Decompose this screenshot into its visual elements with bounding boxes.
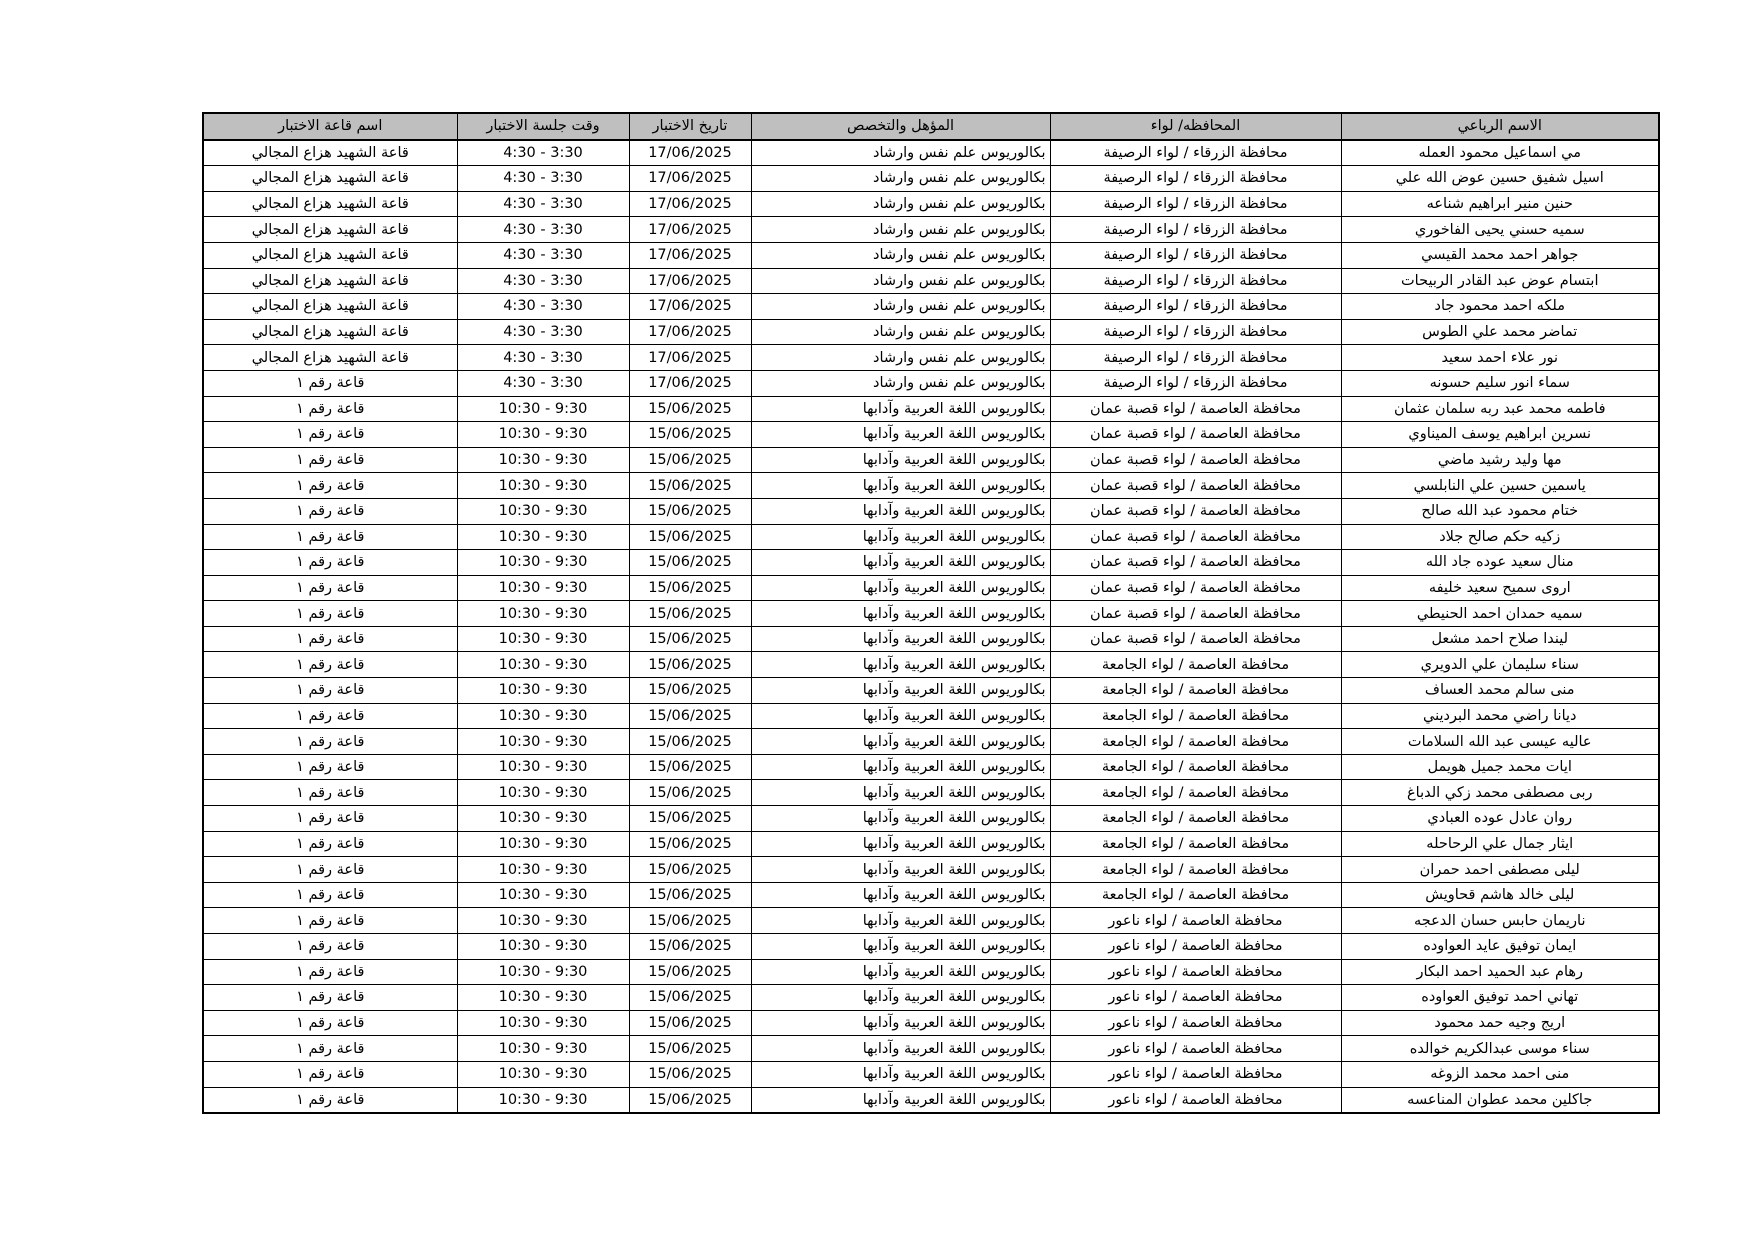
cell-qualification: بكالوريوس اللغة العربية وآدابها <box>751 882 1050 908</box>
cell-hall: قاعة رقم ١ <box>203 447 457 473</box>
cell-name: تهاني احمد توفيق العواوده <box>1341 985 1659 1011</box>
cell-qualification: بكالوريوس اللغة العربية وآدابها <box>751 729 1050 755</box>
cell-name: منال سعيد عوده جاد الله <box>1341 550 1659 576</box>
cell-time: 3:30 - 4:30 <box>457 319 629 345</box>
cell-governorate: محافظة العاصمة / لواء ناعور <box>1050 959 1341 985</box>
cell-qualification: بكالوريوس اللغة العربية وآدابها <box>751 1010 1050 1036</box>
cell-name: نور علاء احمد سعيد <box>1341 345 1659 371</box>
cell-governorate: محافظة العاصمة / لواء ناعور <box>1050 985 1341 1011</box>
cell-name: جاكلين محمد عطوان المناعسه <box>1341 1087 1659 1113</box>
table-header <box>203 113 1659 140</box>
table-row <box>203 626 1659 652</box>
table-row <box>203 575 1659 601</box>
table-row <box>203 1036 1659 1062</box>
cell-governorate: محافظة الزرقاء / لواء الرصيفة <box>1050 217 1341 243</box>
cell-name: ابتسام عوض عبد القادر الربيحات <box>1341 268 1659 294</box>
cell-name: تماضر محمد علي الطوس <box>1341 319 1659 345</box>
cell-qualification: بكالوريوس اللغة العربية وآدابها <box>751 575 1050 601</box>
cell-hall: قاعة رقم ١ <box>203 729 457 755</box>
cell-date: 15/06/2025 <box>629 575 751 601</box>
cell-name: جواهر احمد محمد القيسي <box>1341 242 1659 268</box>
cell-hall: قاعة رقم ١ <box>203 1036 457 1062</box>
cell-date: 15/06/2025 <box>629 1087 751 1113</box>
cell-time: 3:30 - 4:30 <box>457 191 629 217</box>
table-row <box>203 831 1659 857</box>
cell-time: 9:30 - 10:30 <box>457 524 629 550</box>
cell-name: ملكه احمد محمود جاد <box>1341 294 1659 320</box>
cell-hall: قاعة رقم ١ <box>203 857 457 883</box>
table-row <box>203 934 1659 960</box>
cell-time: 9:30 - 10:30 <box>457 857 629 883</box>
cell-governorate: محافظة العاصمة / لواء قصبة عمان <box>1050 601 1341 627</box>
cell-name: مي اسماعيل محمود العمله <box>1341 140 1659 166</box>
table-row <box>203 242 1659 268</box>
cell-date: 15/06/2025 <box>629 1010 751 1036</box>
cell-governorate: محافظة العاصمة / لواء ناعور <box>1050 908 1341 934</box>
cell-qualification: بكالوريوس علم نفس وارشاد <box>751 294 1050 320</box>
cell-governorate: محافظة الزرقاء / لواء الرصيفة <box>1050 370 1341 396</box>
cell-qualification: بكالوريوس اللغة العربية وآدابها <box>751 934 1050 960</box>
cell-qualification: بكالوريوس اللغة العربية وآدابها <box>751 626 1050 652</box>
cell-name: مها وليد رشيد ماضي <box>1341 447 1659 473</box>
exam-schedule-table <box>202 112 1660 1114</box>
table-row <box>203 857 1659 883</box>
cell-hall: قاعة رقم ١ <box>203 550 457 576</box>
cell-governorate: محافظة العاصمة / لواء ناعور <box>1050 934 1341 960</box>
cell-hall: قاعة الشهيد هزاع المجالي <box>203 140 457 166</box>
cell-governorate: محافظة العاصمة / لواء قصبة عمان <box>1050 626 1341 652</box>
cell-qualification: بكالوريوس علم نفس وارشاد <box>751 345 1050 371</box>
cell-hall: قاعة رقم ١ <box>203 1010 457 1036</box>
cell-governorate: محافظة الزرقاء / لواء الرصيفة <box>1050 319 1341 345</box>
table-row <box>203 1087 1659 1113</box>
cell-hall: قاعة الشهيد هزاع المجالي <box>203 166 457 192</box>
cell-hall: قاعة رقم ١ <box>203 601 457 627</box>
cell-qualification: بكالوريوس اللغة العربية وآدابها <box>751 985 1050 1011</box>
cell-qualification: بكالوريوس اللغة العربية وآدابها <box>751 652 1050 678</box>
cell-governorate: محافظة العاصمة / لواء الجامعة <box>1050 806 1341 832</box>
cell-hall: قاعة رقم ١ <box>203 780 457 806</box>
cell-qualification: بكالوريوس اللغة العربية وآدابها <box>751 1087 1050 1113</box>
cell-time: 3:30 - 4:30 <box>457 345 629 371</box>
cell-governorate: محافظة الزرقاء / لواء الرصيفة <box>1050 345 1341 371</box>
cell-qualification: بكالوريوس اللغة العربية وآدابها <box>751 908 1050 934</box>
cell-date: 15/06/2025 <box>629 959 751 985</box>
cell-name: منى سالم محمد العساف <box>1341 678 1659 704</box>
table-row <box>203 370 1659 396</box>
cell-qualification: بكالوريوس اللغة العربية وآدابها <box>751 1061 1050 1087</box>
cell-qualification: بكالوريوس علم نفس وارشاد <box>751 268 1050 294</box>
cell-time: 3:30 - 4:30 <box>457 268 629 294</box>
cell-qualification: بكالوريوس اللغة العربية وآدابها <box>751 524 1050 550</box>
cell-date: 17/06/2025 <box>629 370 751 396</box>
header-row <box>203 113 1659 140</box>
cell-name: فاطمه محمد عبد ربه سلمان عثمان <box>1341 396 1659 422</box>
cell-hall: قاعة الشهيد هزاع المجالي <box>203 319 457 345</box>
cell-time: 9:30 - 10:30 <box>457 550 629 576</box>
table-row <box>203 985 1659 1011</box>
cell-date: 15/06/2025 <box>629 754 751 780</box>
cell-date: 15/06/2025 <box>629 498 751 524</box>
cell-governorate: محافظة العاصمة / لواء الجامعة <box>1050 652 1341 678</box>
cell-hall: قاعة رقم ١ <box>203 473 457 499</box>
cell-hall: قاعة رقم ١ <box>203 908 457 934</box>
table-row <box>203 754 1659 780</box>
table-row <box>203 780 1659 806</box>
cell-hall: قاعة رقم ١ <box>203 678 457 704</box>
table-row <box>203 550 1659 576</box>
cell-date: 15/06/2025 <box>629 806 751 832</box>
table-row <box>203 806 1659 832</box>
cell-governorate: محافظة العاصمة / لواء الجامعة <box>1050 729 1341 755</box>
cell-governorate: محافظة العاصمة / لواء ناعور <box>1050 1061 1341 1087</box>
cell-hall: قاعة رقم ١ <box>203 370 457 396</box>
cell-name: ايات محمد جميل هويمل <box>1341 754 1659 780</box>
cell-date: 17/06/2025 <box>629 345 751 371</box>
table-row <box>203 652 1659 678</box>
cell-time: 9:30 - 10:30 <box>457 754 629 780</box>
cell-governorate: محافظة العاصمة / لواء الجامعة <box>1050 754 1341 780</box>
cell-date: 15/06/2025 <box>629 1061 751 1087</box>
cell-date: 17/06/2025 <box>629 191 751 217</box>
cell-name: اريج وجيه حمد محمود <box>1341 1010 1659 1036</box>
cell-qualification: بكالوريوس علم نفس وارشاد <box>751 191 1050 217</box>
cell-time: 9:30 - 10:30 <box>457 473 629 499</box>
cell-hall: قاعة رقم ١ <box>203 985 457 1011</box>
cell-date: 15/06/2025 <box>629 780 751 806</box>
table-row <box>203 473 1659 499</box>
cell-qualification: بكالوريوس اللغة العربية وآدابها <box>751 396 1050 422</box>
cell-governorate: محافظة الزرقاء / لواء الرصيفة <box>1050 166 1341 192</box>
cell-date: 15/06/2025 <box>629 831 751 857</box>
cell-hall: قاعة الشهيد هزاع المجالي <box>203 345 457 371</box>
cell-governorate: محافظة العاصمة / لواء ناعور <box>1050 1087 1341 1113</box>
table-row <box>203 191 1659 217</box>
cell-hall: قاعة رقم ١ <box>203 626 457 652</box>
cell-date: 17/06/2025 <box>629 217 751 243</box>
cell-time: 9:30 - 10:30 <box>457 678 629 704</box>
cell-date: 17/06/2025 <box>629 140 751 166</box>
cell-time: 9:30 - 10:30 <box>457 934 629 960</box>
cell-qualification: بكالوريوس اللغة العربية وآدابها <box>751 498 1050 524</box>
cell-name: روان عادل عوده العبادي <box>1341 806 1659 832</box>
cell-qualification: بكالوريوس اللغة العربية وآدابها <box>751 422 1050 448</box>
cell-name: عاليه عيسى عبد الله السلامات <box>1341 729 1659 755</box>
cell-name: منى احمد محمد الزوغه <box>1341 1061 1659 1087</box>
cell-name: ديانا راضي محمد البرديني <box>1341 703 1659 729</box>
cell-time: 9:30 - 10:30 <box>457 959 629 985</box>
cell-time: 3:30 - 4:30 <box>457 242 629 268</box>
cell-governorate: محافظة العاصمة / لواء الجامعة <box>1050 703 1341 729</box>
cell-time: 9:30 - 10:30 <box>457 1036 629 1062</box>
table-row <box>203 524 1659 550</box>
cell-qualification: بكالوريوس اللغة العربية وآدابها <box>751 831 1050 857</box>
table-row <box>203 601 1659 627</box>
cell-date: 15/06/2025 <box>629 652 751 678</box>
cell-governorate: محافظة العاصمة / لواء الجامعة <box>1050 882 1341 908</box>
cell-hall: قاعة الشهيد هزاع المجالي <box>203 242 457 268</box>
cell-qualification: بكالوريوس اللغة العربية وآدابها <box>751 473 1050 499</box>
table-row <box>203 729 1659 755</box>
cell-qualification: بكالوريوس اللغة العربية وآدابها <box>751 550 1050 576</box>
cell-governorate: محافظة الزرقاء / لواء الرصيفة <box>1050 294 1341 320</box>
cell-date: 15/06/2025 <box>629 422 751 448</box>
table-body <box>203 140 1659 1114</box>
cell-time: 3:30 - 4:30 <box>457 217 629 243</box>
header-qualification: المؤهل والتخصص <box>751 113 1050 140</box>
cell-name: ليندا صلاح احمد مشعل <box>1341 626 1659 652</box>
cell-governorate: محافظة الزرقاء / لواء الرصيفة <box>1050 268 1341 294</box>
cell-hall: قاعة رقم ١ <box>203 806 457 832</box>
cell-date: 15/06/2025 <box>629 473 751 499</box>
cell-time: 9:30 - 10:30 <box>457 882 629 908</box>
cell-name: نسرين ابراهيم يوسف الميناوي <box>1341 422 1659 448</box>
cell-hall: قاعة رقم ١ <box>203 575 457 601</box>
cell-qualification: بكالوريوس اللغة العربية وآدابها <box>751 959 1050 985</box>
cell-qualification: بكالوريوس علم نفس وارشاد <box>751 217 1050 243</box>
cell-time: 9:30 - 10:30 <box>457 422 629 448</box>
table-row <box>203 678 1659 704</box>
table-row <box>203 319 1659 345</box>
cell-qualification: بكالوريوس اللغة العربية وآدابها <box>751 806 1050 832</box>
cell-time: 9:30 - 10:30 <box>457 703 629 729</box>
cell-hall: قاعة رقم ١ <box>203 1087 457 1113</box>
cell-date: 15/06/2025 <box>629 447 751 473</box>
cell-governorate: محافظة العاصمة / لواء ناعور <box>1050 1036 1341 1062</box>
cell-date: 15/06/2025 <box>629 703 751 729</box>
table-row <box>203 498 1659 524</box>
cell-name: زكيه حكم صالح جلاد <box>1341 524 1659 550</box>
cell-name: ايثار جمال علي الرحاحله <box>1341 831 1659 857</box>
cell-name: ربى مصطفى محمد زكي الدباغ <box>1341 780 1659 806</box>
cell-hall: قاعة رقم ١ <box>203 396 457 422</box>
cell-governorate: محافظة الزرقاء / لواء الرصيفة <box>1050 140 1341 166</box>
cell-date: 15/06/2025 <box>629 729 751 755</box>
cell-hall: قاعة رقم ١ <box>203 422 457 448</box>
cell-time: 9:30 - 10:30 <box>457 806 629 832</box>
header-date: تاريخ الاختبار <box>629 113 751 140</box>
cell-time: 9:30 - 10:30 <box>457 1010 629 1036</box>
table-row <box>203 908 1659 934</box>
cell-qualification: بكالوريوس اللغة العربية وآدابها <box>751 601 1050 627</box>
table-row <box>203 268 1659 294</box>
table-row <box>203 447 1659 473</box>
cell-time: 9:30 - 10:30 <box>457 1087 629 1113</box>
cell-governorate: محافظة العاصمة / لواء قصبة عمان <box>1050 396 1341 422</box>
cell-date: 17/06/2025 <box>629 319 751 345</box>
header-governorate: المحافظه/ لواء <box>1050 113 1341 140</box>
table-row <box>203 345 1659 371</box>
table-row <box>203 217 1659 243</box>
cell-time: 9:30 - 10:30 <box>457 626 629 652</box>
cell-qualification: بكالوريوس اللغة العربية وآدابها <box>751 678 1050 704</box>
cell-time: 3:30 - 4:30 <box>457 166 629 192</box>
cell-qualification: بكالوريوس اللغة العربية وآدابها <box>751 1036 1050 1062</box>
cell-qualification: بكالوريوس علم نفس وارشاد <box>751 242 1050 268</box>
cell-hall: قاعة رقم ١ <box>203 934 457 960</box>
cell-date: 15/06/2025 <box>629 985 751 1011</box>
cell-time: 3:30 - 4:30 <box>457 140 629 166</box>
cell-qualification: بكالوريوس اللغة العربية وآدابها <box>751 780 1050 806</box>
cell-governorate: محافظة العاصمة / لواء الجامعة <box>1050 678 1341 704</box>
cell-qualification: بكالوريوس علم نفس وارشاد <box>751 140 1050 166</box>
cell-time: 9:30 - 10:30 <box>457 729 629 755</box>
cell-time: 9:30 - 10:30 <box>457 780 629 806</box>
cell-hall: قاعة رقم ١ <box>203 754 457 780</box>
table-row <box>203 294 1659 320</box>
cell-name: سميه حسني يحيى الفاخوري <box>1341 217 1659 243</box>
cell-hall: قاعة الشهيد هزاع المجالي <box>203 268 457 294</box>
cell-hall: قاعة رقم ١ <box>203 959 457 985</box>
cell-governorate: محافظة العاصمة / لواء الجامعة <box>1050 780 1341 806</box>
table-row <box>203 1061 1659 1087</box>
cell-governorate: محافظة العاصمة / لواء قصبة عمان <box>1050 550 1341 576</box>
cell-governorate: محافظة الزرقاء / لواء الرصيفة <box>1050 242 1341 268</box>
cell-time: 9:30 - 10:30 <box>457 652 629 678</box>
cell-qualification: بكالوريوس اللغة العربية وآدابها <box>751 447 1050 473</box>
cell-qualification: بكالوريوس علم نفس وارشاد <box>751 370 1050 396</box>
cell-hall: قاعة الشهيد هزاع المجالي <box>203 191 457 217</box>
cell-name: سميه حمدان احمد الحنيطي <box>1341 601 1659 627</box>
header-name: الاسم الرباعي <box>1341 113 1659 140</box>
cell-qualification: بكالوريوس علم نفس وارشاد <box>751 166 1050 192</box>
cell-date: 15/06/2025 <box>629 882 751 908</box>
table-row <box>203 882 1659 908</box>
cell-qualification: بكالوريوس علم نفس وارشاد <box>751 319 1050 345</box>
cell-time: 9:30 - 10:30 <box>457 498 629 524</box>
cell-name: اسيل شفيق حسين عوض الله علي <box>1341 166 1659 192</box>
cell-governorate: محافظة العاصمة / لواء قصبة عمان <box>1050 575 1341 601</box>
header-time: وقت جلسة الاختبار <box>457 113 629 140</box>
cell-name: ختام محمود عبد الله صالح <box>1341 498 1659 524</box>
cell-date: 15/06/2025 <box>629 601 751 627</box>
cell-hall: قاعة رقم ١ <box>203 1061 457 1087</box>
cell-date: 15/06/2025 <box>629 524 751 550</box>
cell-time: 3:30 - 4:30 <box>457 370 629 396</box>
cell-name: ليلى مصطفى احمد حمران <box>1341 857 1659 883</box>
cell-date: 15/06/2025 <box>629 1036 751 1062</box>
cell-name: سماء انور سليم حسونه <box>1341 370 1659 396</box>
header-hall: اسم قاعة الاختبار <box>203 113 457 140</box>
cell-time: 9:30 - 10:30 <box>457 831 629 857</box>
cell-time: 9:30 - 10:30 <box>457 396 629 422</box>
cell-date: 15/06/2025 <box>629 550 751 576</box>
cell-hall: قاعة رقم ١ <box>203 882 457 908</box>
cell-governorate: محافظة العاصمة / لواء ناعور <box>1050 1010 1341 1036</box>
cell-time: 9:30 - 10:30 <box>457 575 629 601</box>
table-row <box>203 959 1659 985</box>
cell-hall: قاعة رقم ١ <box>203 831 457 857</box>
cell-hall: قاعة رقم ١ <box>203 703 457 729</box>
cell-governorate: محافظة العاصمة / لواء قصبة عمان <box>1050 498 1341 524</box>
table-row <box>203 166 1659 192</box>
cell-governorate: محافظة العاصمة / لواء قصبة عمان <box>1050 524 1341 550</box>
cell-governorate: محافظة الزرقاء / لواء الرصيفة <box>1050 191 1341 217</box>
cell-date: 15/06/2025 <box>629 857 751 883</box>
cell-name: سناء سليمان علي الدويري <box>1341 652 1659 678</box>
cell-date: 15/06/2025 <box>629 626 751 652</box>
cell-name: ليلى خالد هاشم قحاويش <box>1341 882 1659 908</box>
cell-date: 17/06/2025 <box>629 166 751 192</box>
cell-date: 17/06/2025 <box>629 242 751 268</box>
cell-governorate: محافظة العاصمة / لواء قصبة عمان <box>1050 447 1341 473</box>
cell-name: سناء موسى عبدالكريم خوالده <box>1341 1036 1659 1062</box>
cell-time: 9:30 - 10:30 <box>457 447 629 473</box>
table-row <box>203 140 1659 166</box>
cell-name: ياسمين حسين علي النابلسي <box>1341 473 1659 499</box>
cell-qualification: بكالوريوس اللغة العربية وآدابها <box>751 703 1050 729</box>
cell-governorate: محافظة العاصمة / لواء الجامعة <box>1050 831 1341 857</box>
cell-governorate: محافظة العاصمة / لواء قصبة عمان <box>1050 473 1341 499</box>
cell-time: 9:30 - 10:30 <box>457 985 629 1011</box>
cell-hall: قاعة الشهيد هزاع المجالي <box>203 217 457 243</box>
cell-name: رهام عبد الحميد احمد البكار <box>1341 959 1659 985</box>
cell-date: 17/06/2025 <box>629 294 751 320</box>
table-row <box>203 422 1659 448</box>
cell-name: ايمان توفيق عايد العواوده <box>1341 934 1659 960</box>
cell-hall: قاعة رقم ١ <box>203 498 457 524</box>
cell-name: حنين منير ابراهيم شناعه <box>1341 191 1659 217</box>
cell-hall: قاعة الشهيد هزاع المجالي <box>203 294 457 320</box>
table-row <box>203 703 1659 729</box>
table-row <box>203 1010 1659 1036</box>
cell-date: 15/06/2025 <box>629 678 751 704</box>
table-row <box>203 396 1659 422</box>
cell-qualification: بكالوريوس اللغة العربية وآدابها <box>751 754 1050 780</box>
cell-hall: قاعة رقم ١ <box>203 652 457 678</box>
cell-time: 9:30 - 10:30 <box>457 908 629 934</box>
cell-time: 3:30 - 4:30 <box>457 294 629 320</box>
cell-name: ناريمان حابس حسان الدعجه <box>1341 908 1659 934</box>
cell-date: 15/06/2025 <box>629 934 751 960</box>
cell-time: 9:30 - 10:30 <box>457 601 629 627</box>
cell-time: 9:30 - 10:30 <box>457 1061 629 1087</box>
cell-date: 15/06/2025 <box>629 908 751 934</box>
cell-date: 17/06/2025 <box>629 268 751 294</box>
cell-date: 15/06/2025 <box>629 396 751 422</box>
cell-hall: قاعة رقم ١ <box>203 524 457 550</box>
cell-qualification: بكالوريوس اللغة العربية وآدابها <box>751 857 1050 883</box>
cell-governorate: محافظة العاصمة / لواء قصبة عمان <box>1050 422 1341 448</box>
cell-governorate: محافظة العاصمة / لواء الجامعة <box>1050 857 1341 883</box>
cell-name: اروى سميح سعيد خليفه <box>1341 575 1659 601</box>
